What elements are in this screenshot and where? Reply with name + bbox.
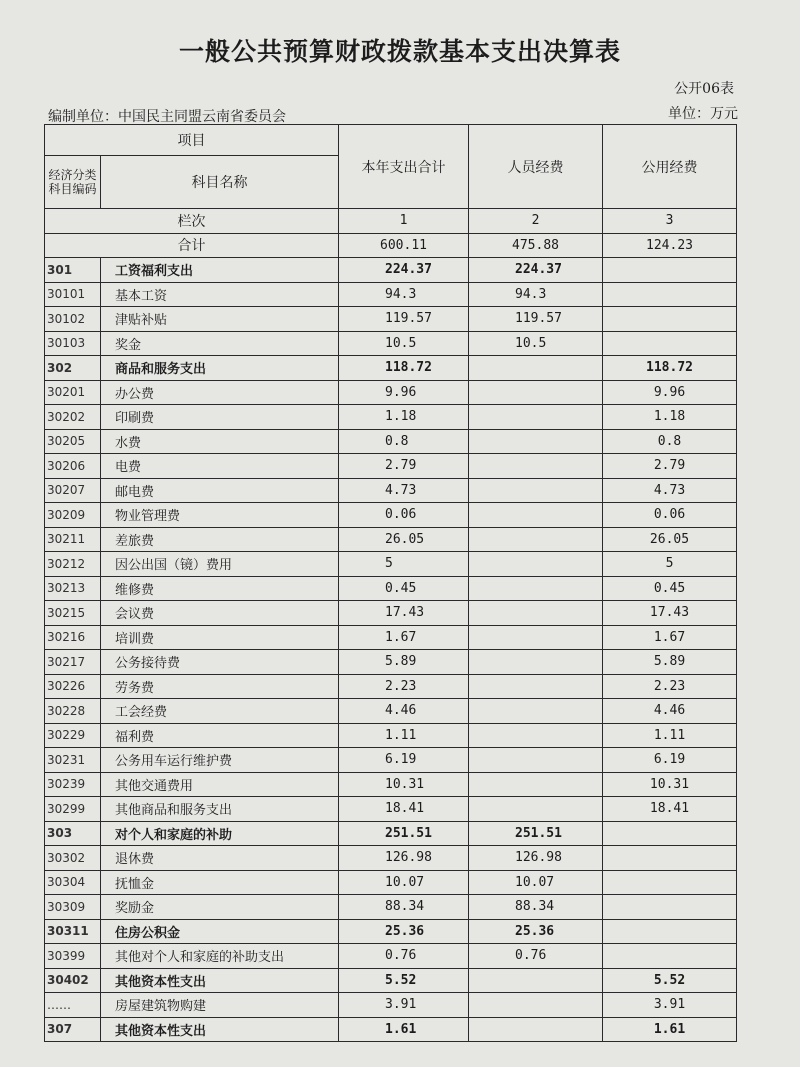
form-number: 公开06表: [674, 81, 734, 97]
table-row: [45, 772, 737, 797]
row-public: 5.52: [603, 968, 737, 993]
row-name: 劳务费: [101, 674, 339, 699]
row-total: 4.46: [339, 699, 469, 724]
index-row: [45, 209, 737, 234]
table-row: [45, 944, 737, 969]
row-total: 10.07: [339, 870, 469, 895]
row-code: 30103: [45, 331, 101, 356]
row-personnel: [469, 993, 603, 1018]
row-total: 6.19: [339, 748, 469, 773]
table-row: [45, 576, 737, 601]
index-3: 3: [603, 209, 737, 234]
table-row: [45, 895, 737, 920]
row-personnel: [469, 625, 603, 650]
row-personnel: 10.07: [469, 870, 603, 895]
table-row: [45, 919, 737, 944]
table-body: [45, 125, 737, 1042]
row-public: [603, 258, 737, 283]
row-personnel: 0.76: [469, 944, 603, 969]
row-total: 4.73: [339, 478, 469, 503]
table-row: [45, 846, 737, 871]
row-name: 维修费: [101, 576, 339, 601]
row-personnel: [469, 699, 603, 724]
row-total: 1.67: [339, 625, 469, 650]
page-title: 一般公共预算财政拨款基本支出决算表: [178, 37, 621, 66]
table-row: [45, 601, 737, 626]
row-code: 30211: [45, 527, 101, 552]
header-col-total: 本年支出合计: [339, 125, 469, 209]
row-personnel: [469, 650, 603, 675]
row-personnel: [469, 797, 603, 822]
row-public: [603, 821, 737, 846]
row-code: 30201: [45, 380, 101, 405]
row-name: 其他资本性支出: [101, 968, 339, 993]
row-public: 4.73: [603, 478, 737, 503]
index-1: 1: [339, 209, 469, 234]
row-total: 2.79: [339, 454, 469, 479]
row-public: 26.05: [603, 527, 737, 552]
row-total: 5.89: [339, 650, 469, 675]
row-public: 1.11: [603, 723, 737, 748]
table-row: [45, 1017, 737, 1042]
table-row: [45, 993, 737, 1018]
row-public: 0.45: [603, 576, 737, 601]
row-total: 0.8: [339, 429, 469, 454]
row-code: 303: [45, 821, 101, 846]
row-code: 30304: [45, 870, 101, 895]
row-code: 30302: [45, 846, 101, 871]
row-total: 94.3: [339, 282, 469, 307]
table-row: [45, 282, 737, 307]
row-total: 17.43: [339, 601, 469, 626]
row-total: 10.31: [339, 772, 469, 797]
row-personnel: [469, 772, 603, 797]
row-name: 奖金: [101, 331, 339, 356]
row-name: 会议费: [101, 601, 339, 626]
index-2: 2: [469, 209, 603, 234]
row-public: [603, 919, 737, 944]
row-code: 30101: [45, 282, 101, 307]
row-name: 基本工资: [101, 282, 339, 307]
row-code: 30228: [45, 699, 101, 724]
table-row: [45, 625, 737, 650]
row-name: 商品和服务支出: [101, 356, 339, 381]
row-name: 津贴补贴: [101, 307, 339, 332]
row-public: 18.41: [603, 797, 737, 822]
row-name: 办公费: [101, 380, 339, 405]
row-personnel: [469, 503, 603, 528]
row-name: 邮电费: [101, 478, 339, 503]
row-public: 17.43: [603, 601, 737, 626]
table-row: [45, 356, 737, 381]
table-row: [45, 748, 737, 773]
row-name: 福利费: [101, 723, 339, 748]
row-total: 9.96: [339, 380, 469, 405]
table-row: [45, 650, 737, 675]
row-public: 1.18: [603, 405, 737, 430]
row-name: 电费: [101, 454, 339, 479]
row-total: 3.91: [339, 993, 469, 1018]
row-total: 0.76: [339, 944, 469, 969]
total-label: 合计: [45, 233, 339, 258]
row-public: 3.91: [603, 993, 737, 1018]
row-personnel: [469, 478, 603, 503]
table-row: [45, 478, 737, 503]
row-personnel: 251.51: [469, 821, 603, 846]
row-name: 其他商品和服务支出: [101, 797, 339, 822]
row-code: 30216: [45, 625, 101, 650]
row-code: 30102: [45, 307, 101, 332]
row-total: 2.23: [339, 674, 469, 699]
row-total: 224.37: [339, 258, 469, 283]
total-personnel: 475.88: [469, 233, 603, 258]
row-name: 住房公积金: [101, 919, 339, 944]
row-total: 18.41: [339, 797, 469, 822]
row-code: 30206: [45, 454, 101, 479]
row-personnel: 94.3: [469, 282, 603, 307]
row-code: 30299: [45, 797, 101, 822]
row-name: 其他资本性支出: [101, 1017, 339, 1042]
row-personnel: 119.57: [469, 307, 603, 332]
table-row: [45, 797, 737, 822]
table-row: [45, 331, 737, 356]
row-total: 5.52: [339, 968, 469, 993]
row-name: 公务用车运行维护费: [101, 748, 339, 773]
row-personnel: [469, 429, 603, 454]
row-name: 因公出国（镜）费用: [101, 552, 339, 577]
row-personnel: [469, 748, 603, 773]
row-code: 30229: [45, 723, 101, 748]
row-total: 118.72: [339, 356, 469, 381]
table-row: [45, 405, 737, 430]
table-row: [45, 307, 737, 332]
row-public: 6.19: [603, 748, 737, 773]
row-personnel: [469, 356, 603, 381]
total-public: 124.23: [603, 233, 737, 258]
total-row: [45, 233, 737, 258]
index-label: 栏次: [45, 209, 339, 234]
row-name: 培训费: [101, 625, 339, 650]
row-total: 251.51: [339, 821, 469, 846]
row-name: 房屋建筑物购建: [101, 993, 339, 1018]
row-code: 30311: [45, 919, 101, 944]
row-code: 301: [45, 258, 101, 283]
row-public: 1.67: [603, 625, 737, 650]
row-code: 30212: [45, 552, 101, 577]
row-code: 30309: [45, 895, 101, 920]
table-row: [45, 968, 737, 993]
header-col-public: 公用经费: [603, 125, 737, 209]
row-personnel: 224.37: [469, 258, 603, 283]
row-public: [603, 870, 737, 895]
row-total: 0.45: [339, 576, 469, 601]
header-item: 项目: [45, 125, 339, 156]
row-name: 其他交通费用: [101, 772, 339, 797]
row-code: 30239: [45, 772, 101, 797]
table-row: [45, 429, 737, 454]
row-code: 302: [45, 356, 101, 381]
unit-label: 单位：万元: [668, 106, 738, 122]
table-row: [45, 454, 737, 479]
row-total: 88.34: [339, 895, 469, 920]
table-row: [45, 527, 737, 552]
table-row: [45, 503, 737, 528]
row-public: 0.8: [603, 429, 737, 454]
row-public: 118.72: [603, 356, 737, 381]
row-code: 307: [45, 1017, 101, 1042]
row-name: 退休费: [101, 846, 339, 871]
header-row: [45, 125, 737, 156]
row-personnel: [469, 601, 603, 626]
header-econ-code: 经济分类科目编码: [45, 156, 101, 209]
row-personnel: [469, 723, 603, 748]
total-total: 600.11: [339, 233, 469, 258]
header-subject-name: 科目名称: [101, 156, 339, 209]
row-code: 30226: [45, 674, 101, 699]
row-personnel: 88.34: [469, 895, 603, 920]
row-public: 1.61: [603, 1017, 737, 1042]
row-total: 5: [339, 552, 469, 577]
row-name: 公务接待费: [101, 650, 339, 675]
row-code: ……: [45, 993, 101, 1018]
row-total: 0.06: [339, 503, 469, 528]
row-public: [603, 895, 737, 920]
row-public: [603, 282, 737, 307]
row-total: 119.57: [339, 307, 469, 332]
row-public: [603, 846, 737, 871]
row-public: [603, 307, 737, 332]
row-public: 2.23: [603, 674, 737, 699]
row-public: 0.06: [603, 503, 737, 528]
row-personnel: [469, 380, 603, 405]
row-code: 30217: [45, 650, 101, 675]
table-row: [45, 552, 737, 577]
row-name: 其他对个人和家庭的补助支出: [101, 944, 339, 969]
row-name: 工会经费: [101, 699, 339, 724]
header-col-personnel: 人员经费: [469, 125, 603, 209]
row-code: 30202: [45, 405, 101, 430]
row-public: [603, 944, 737, 969]
row-public: 10.31: [603, 772, 737, 797]
row-code: 30207: [45, 478, 101, 503]
row-name: 工资福利支出: [101, 258, 339, 283]
row-total: 25.36: [339, 919, 469, 944]
row-personnel: 25.36: [469, 919, 603, 944]
row-personnel: [469, 454, 603, 479]
row-total: 126.98: [339, 846, 469, 871]
row-personnel: [469, 674, 603, 699]
table-row: [45, 723, 737, 748]
row-public: [603, 331, 737, 356]
row-name: 奖励金: [101, 895, 339, 920]
table-row: [45, 821, 737, 846]
row-public: 4.46: [603, 699, 737, 724]
organization-label: 编制单位：中国民主同盟云南省委员会: [48, 109, 286, 125]
table-row: [45, 699, 737, 724]
row-personnel: 10.5: [469, 331, 603, 356]
row-code: 30209: [45, 503, 101, 528]
row-personnel: [469, 968, 603, 993]
row-code: 30215: [45, 601, 101, 626]
row-personnel: [469, 576, 603, 601]
row-total: 10.5: [339, 331, 469, 356]
row-public: 9.96: [603, 380, 737, 405]
row-personnel: 126.98: [469, 846, 603, 871]
row-personnel: [469, 405, 603, 430]
row-personnel: [469, 1017, 603, 1042]
row-public: 2.79: [603, 454, 737, 479]
row-total: 1.18: [339, 405, 469, 430]
row-name: 差旅费: [101, 527, 339, 552]
row-code: 30402: [45, 968, 101, 993]
row-name: 水费: [101, 429, 339, 454]
row-code: 30399: [45, 944, 101, 969]
row-name: 对个人和家庭的补助: [101, 821, 339, 846]
row-public: 5: [603, 552, 737, 577]
row-personnel: [469, 527, 603, 552]
expenditure-table: [44, 124, 737, 1042]
table-row: [45, 870, 737, 895]
row-total: 1.11: [339, 723, 469, 748]
row-personnel: [469, 552, 603, 577]
row-code: 30231: [45, 748, 101, 773]
table-row: [45, 674, 737, 699]
row-name: 印刷费: [101, 405, 339, 430]
row-total: 26.05: [339, 527, 469, 552]
row-total: 1.61: [339, 1017, 469, 1042]
row-code: 30205: [45, 429, 101, 454]
row-code: 30213: [45, 576, 101, 601]
row-name: 抚恤金: [101, 870, 339, 895]
row-name: 物业管理费: [101, 503, 339, 528]
row-public: 5.89: [603, 650, 737, 675]
table-row: [45, 258, 737, 283]
table-row: [45, 380, 737, 405]
